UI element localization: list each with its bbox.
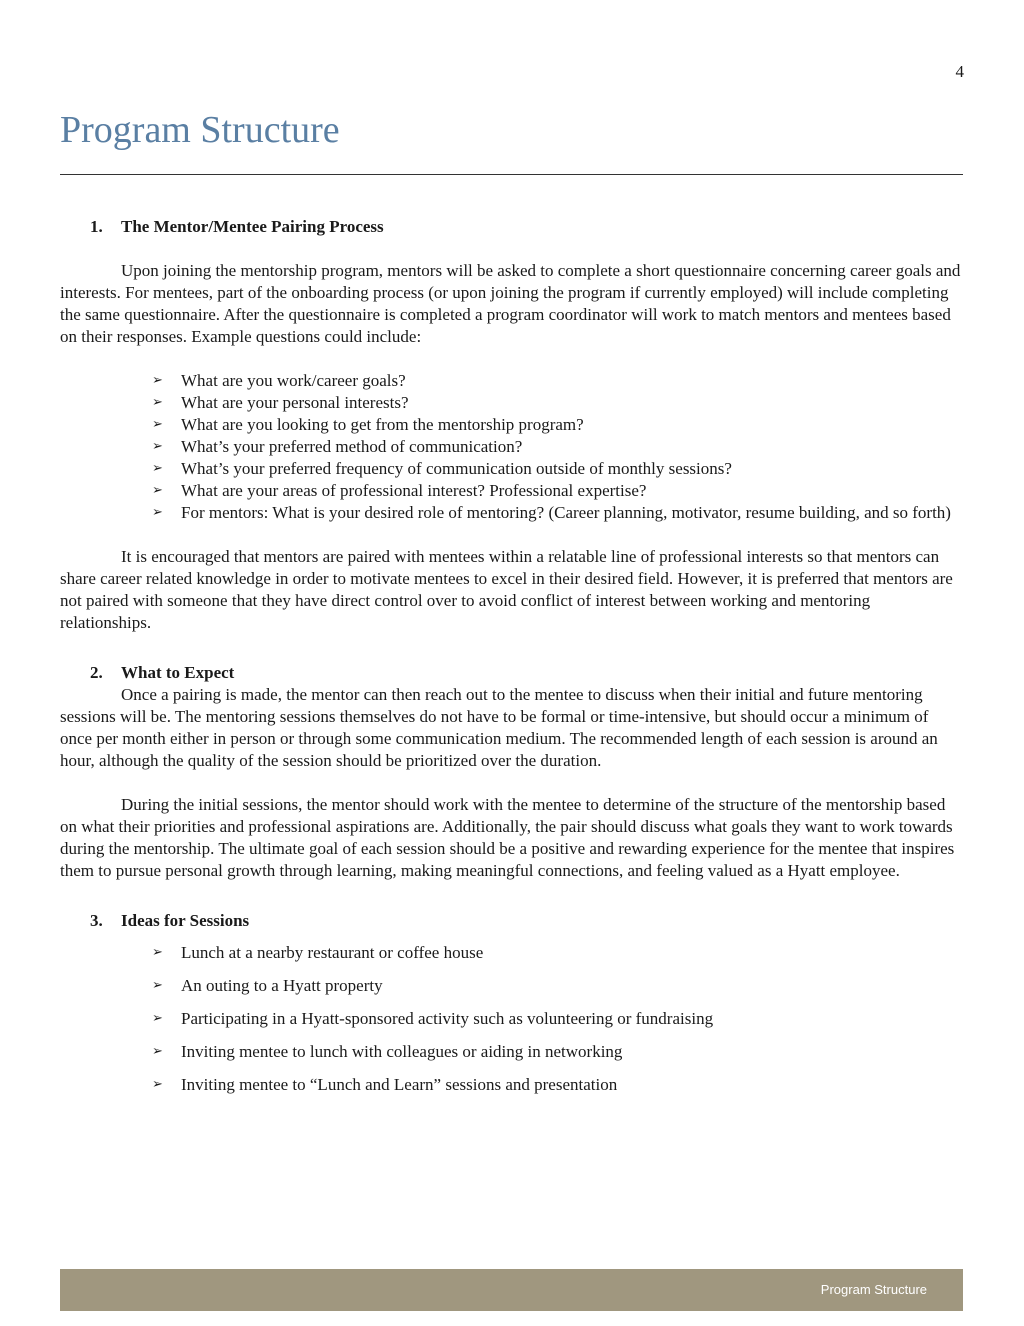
arrow-bullet-icon: ➢ [152,945,163,960]
questions-list [60,370,963,524]
list-item: ➢ What are you work/career goals? [152,371,406,390]
page-title: Program Structure [60,109,340,151]
arrow-bullet-icon: ➢ [152,395,163,410]
section-number: 1. [90,217,103,236]
arrow-bullet-icon: ➢ [152,978,163,993]
list-item: ➢ What are your areas of professional interest? Professional expertise? [152,481,647,500]
list-item: ➢ What are your personal interests? [152,393,409,412]
list-item: ➢ What’s your preferred method of communication? [152,437,523,456]
pairing-closing-paragraph: It is encouraged that mentors are paired with mentees within a relatable line of professional interests so that mentors can share career related knowledge in order to motivate mentees to excel in their desired field. However, it is preferred that mentors are not paired with someone that they have direct control over to avoid conflict of interest between working and mentoring relationships. [60,547,953,632]
arrow-bullet-icon: ➢ [152,483,163,498]
section-number: 3. [90,911,103,930]
list-item: ➢ What’s your preferred frequency of communication outside of monthly sessions? [152,459,732,478]
section-heading-ideas [90,910,963,932]
arrow-bullet-icon: ➢ [152,439,163,454]
arrow-bullet-icon: ➢ [152,1044,163,1059]
arrow-bullet-icon: ➢ [152,1011,163,1026]
pairing-intro-paragraph: Upon joining the mentorship program, mentors will be asked to complete a short questionnaire concerning career goals and interests. For mentees, part of the onboarding process (or upon joining the program if currently employed) will include completing the same questionnaire. After the questionnaire is completed a program coordinator will work to match mentors and mentees based on their responses. Example questions could include: [60,261,961,346]
list-item: ➢ For mentors: What is your desired role of mentoring? (Career planning, motivator, resume building, and so forth) [152,503,951,522]
expect-paragraph-1: Once a pairing is made, the mentor can then reach out to the mentee to discuss when their initial and future mentoring sessions will be. The mentoring sessions themselves do not have to be formal or time-intensive, but should occur a minimum of once per month either in person or through some communication medium. The recommended length of each session is around an hour, although the quality of the session should be prioritized over the duration. [60,685,938,770]
list-item: ➢ An outing to a Hyatt property [152,976,383,995]
list-item: ➢ Lunch at a nearby restaurant or coffee house [152,943,484,962]
section-title: The Mentor/Mentee Pairing Process [121,217,384,236]
expect-paragraph-2: During the initial sessions, the mentor should work with the mentee to determine of the structure of the mentorship based on what their priorities and professional aspirations are. Additionally, the pair should discuss what goals they want to work towards during the mentorship. The ultimate goal of each session should be a positive and rewarding experience for the mentee that inspires them to pursue personal growth through learning, making meaningful connections, and feeling valued as a Hyatt employee. [60,795,955,880]
arrow-bullet-icon: ➢ [152,373,163,388]
section-title: Ideas for Sessions [121,911,250,930]
footer-section-label: Program Structure [820,1282,927,1297]
list-item: ➢ Participating in a Hyatt-sponsored activity such as volunteering or fundraising [152,1009,714,1028]
page-number: 4 [955,62,964,81]
arrow-bullet-icon: ➢ [152,461,163,476]
section-number: 2. [90,663,103,682]
section-heading-pairing [90,216,963,238]
list-item: ➢ What are you looking to get from the mentorship program? [152,415,584,434]
list-item: ➢ Inviting mentee to “Lunch and Learn” sessions and presentation [152,1075,618,1094]
list-item: ➢ Inviting mentee to lunch with colleagues or aiding in networking [152,1042,623,1061]
section-title: What to Expect [121,663,235,682]
title-divider [60,174,963,175]
ideas-list [60,942,963,1096]
document-body [60,216,963,1107]
footer-bar [60,1269,963,1311]
section-heading-expect [90,662,963,684]
arrow-bullet-icon: ➢ [152,505,163,520]
arrow-bullet-icon: ➢ [152,1077,163,1092]
arrow-bullet-icon: ➢ [152,417,163,432]
